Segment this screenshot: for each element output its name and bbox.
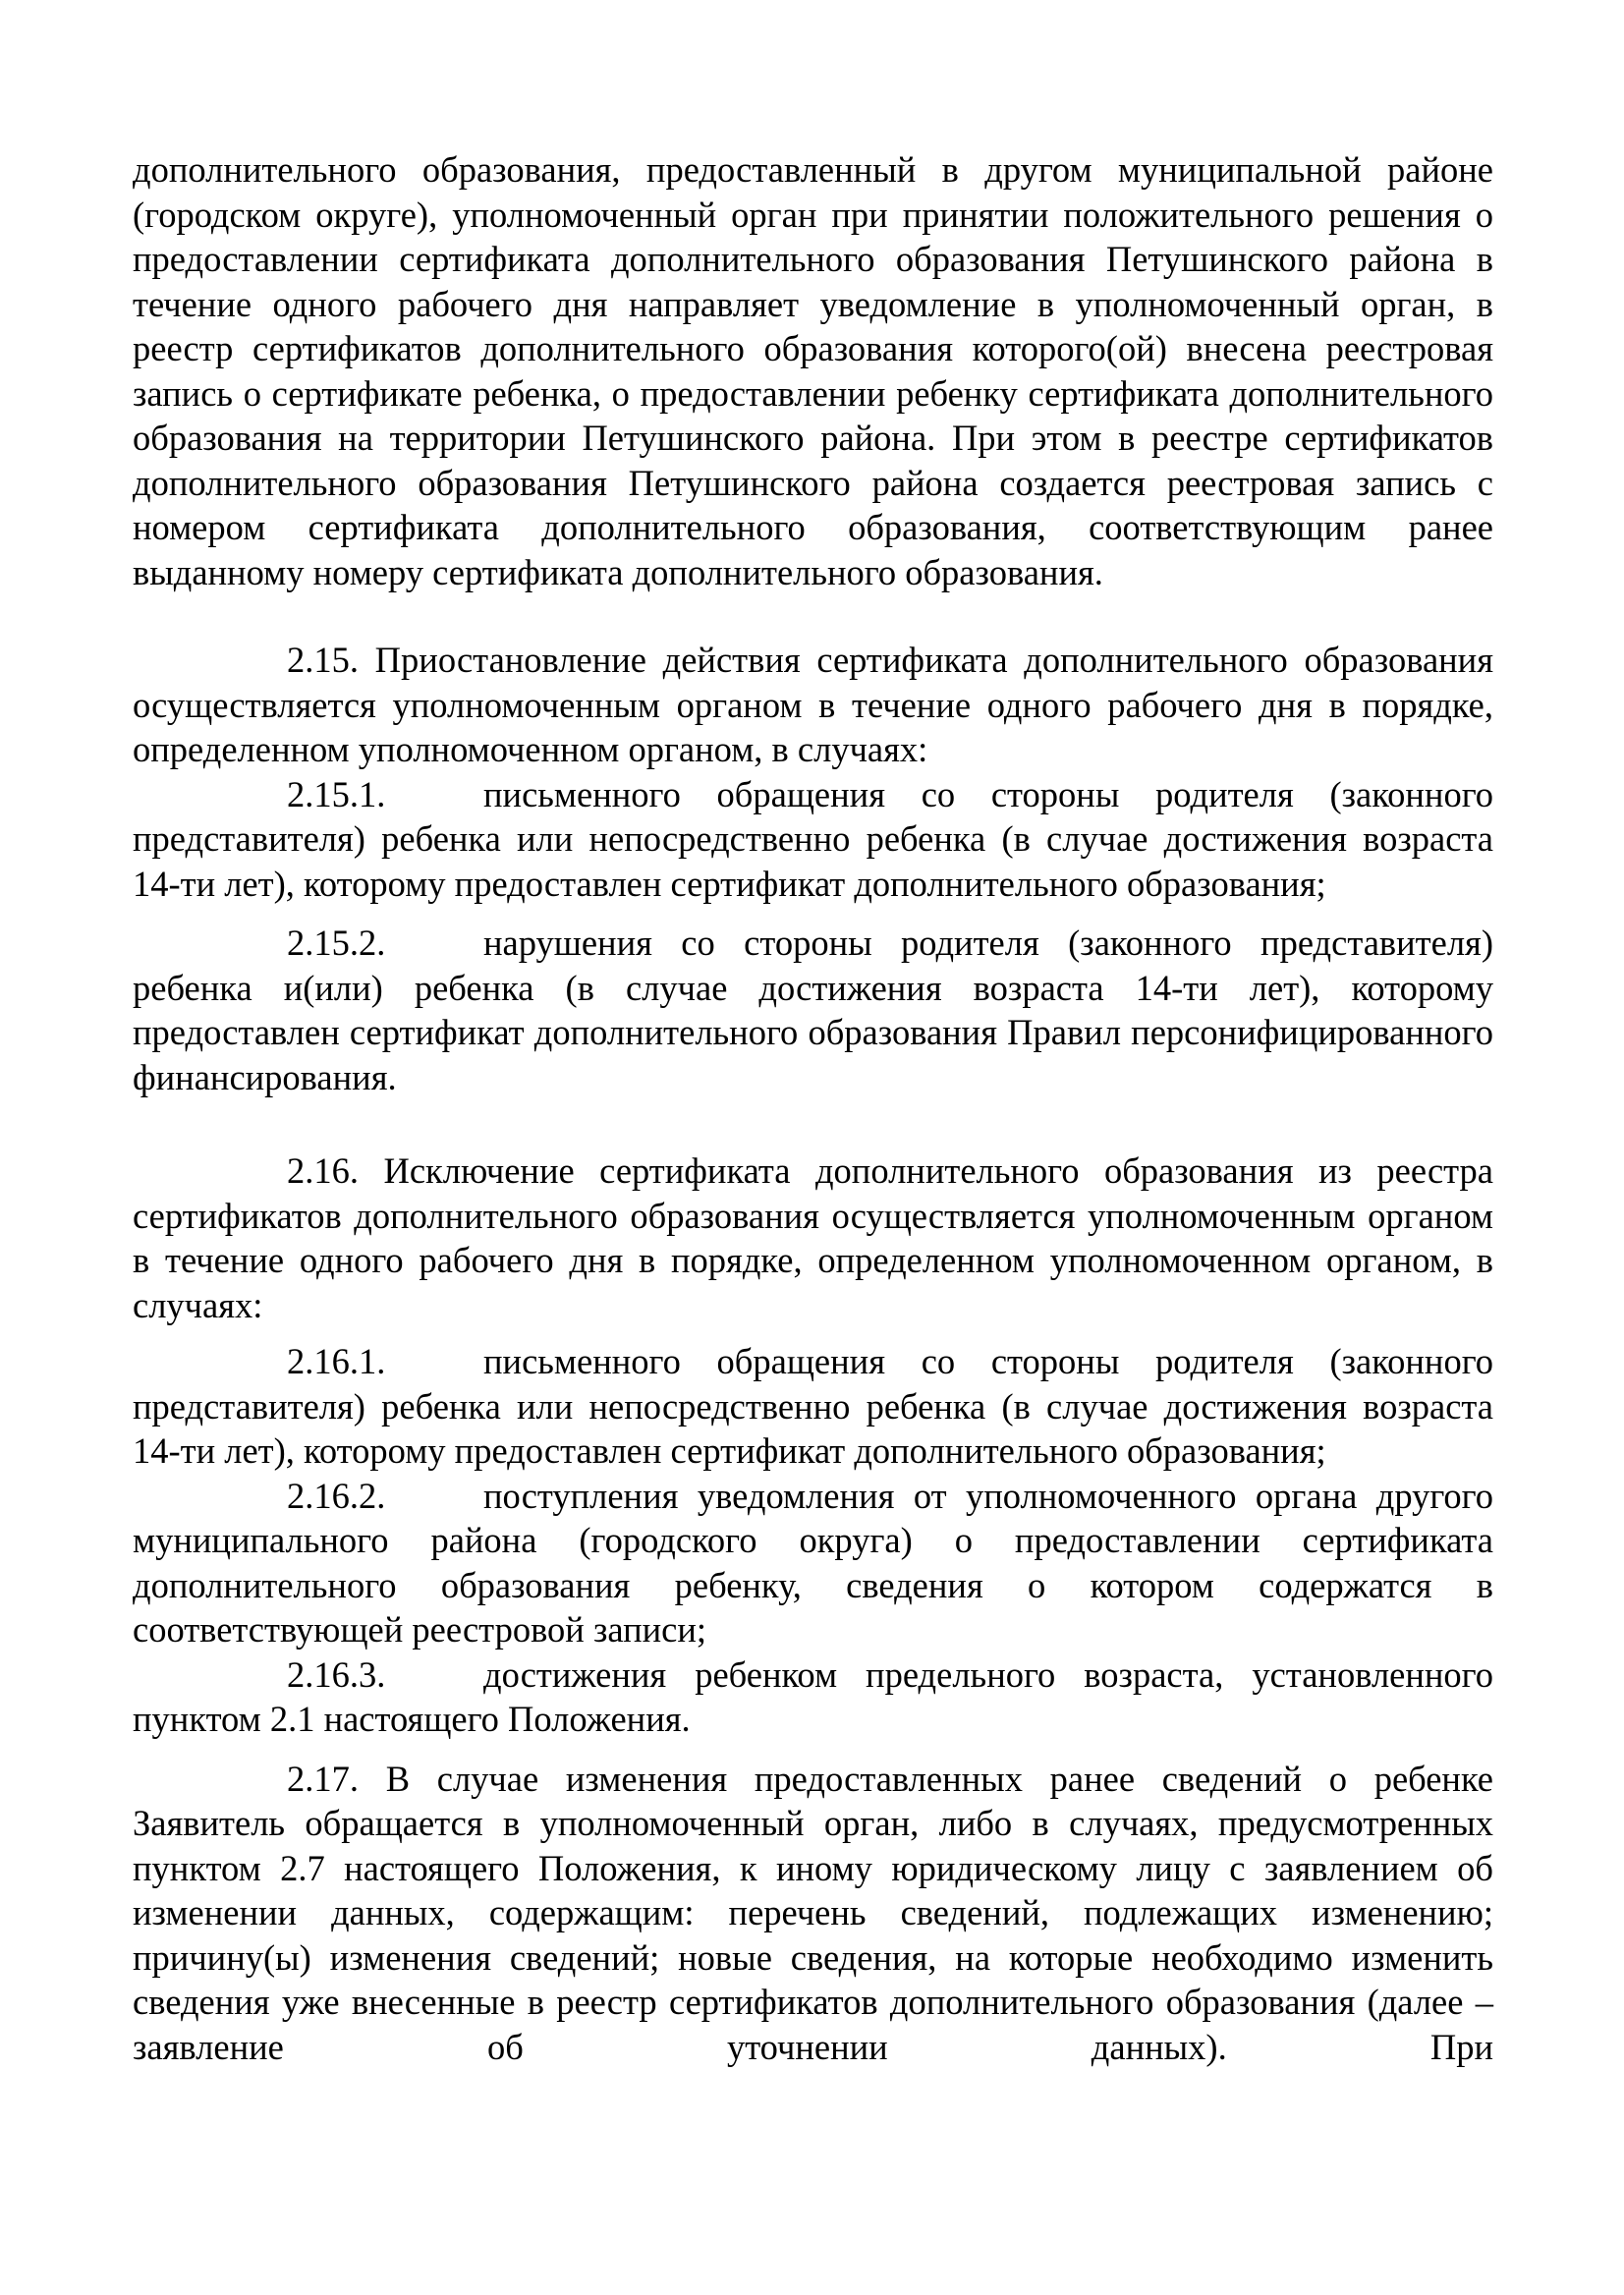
paragraph-2-17 bbox=[133, 1757, 1493, 2070]
paragraph-2-15 bbox=[133, 638, 1493, 772]
paragraph-2-16 bbox=[133, 1148, 1493, 1327]
paragraph-text: нарушения со стороны родителя (законного представителя) ребенка и(или) ребенка (в случае достижения возраста 14-ти лет), которому предоставлен сертификат дополнительного образования Правил персонифицированного финансирования. bbox=[133, 923, 1493, 1097]
paragraph-text: письменного обращения со стороны родителя (законного представителя) ребенка или непосредственно ребенка (в случае достижения возраста 14-ти лет), которому предоставлен сертификат дополнительного образования; bbox=[133, 773, 1493, 904]
paragraph-number: 2.15.2. bbox=[287, 923, 386, 963]
paragraph-2-15-1 bbox=[133, 772, 1493, 907]
paragraph-text: достижения ребенком предельного возраста, установленного пунктом 2.1 настоящего Положения. bbox=[133, 1653, 1493, 1739]
paragraph-text: Исключение сертификата дополнительного образования из реестра сертификатов дополнительного образования осуществляется уполномоченным органом в течение одного рабочего дня в порядке, определенном уполномоченном органом, в случаях: bbox=[133, 1150, 1493, 1325]
paragraph-number: 2.15.1. bbox=[287, 773, 386, 814]
paragraph-number: 2.16. bbox=[287, 1150, 359, 1191]
paragraph-2-16-2 bbox=[133, 1474, 1493, 1652]
paragraph-number: 2.16.2. bbox=[287, 1475, 386, 1516]
paragraph-2-15-2 bbox=[133, 921, 1493, 1099]
paragraph-continuation bbox=[133, 147, 1493, 594]
paragraph-2-16-3 bbox=[133, 1652, 1493, 1742]
paragraph-2-16-1 bbox=[133, 1339, 1493, 1474]
paragraph-number: 2.16.1. bbox=[287, 1341, 386, 1381]
paragraph-number: 2.15. bbox=[287, 640, 359, 680]
paragraph-text: письменного обращения со стороны родителя (законного представителя) ребенка или непосредственно ребенка (в случае достижения возраста 14-ти лет), которому предоставлен сертификат дополнительного образования; bbox=[133, 1341, 1493, 1471]
paragraph-text: В случае изменения предоставленных ранее сведений о ребенке Заявитель обращается в уполномоченный орган, либо в случаях, предусмотренных пунктом 2.7 настоящего Положения, к иному юридическому лицу с заявлением об изменении данных, содержащим: перечень сведений, подлежащих изменению; причину(ы) изменения сведений; новые сведения, на которые необходимо изменить сведения уже внесенные в реестр сертификатов дополнительного образования (далее – заявление об уточнении данных). При bbox=[133, 1758, 1493, 2067]
paragraph-number: 2.17. bbox=[287, 1758, 359, 1799]
paragraph-text: поступления уведомления от уполномоченного органа другого муниципального района (городского округа) о предоставлении сертификата дополнительного образования ребенку, сведения о котором содержатся в соответствующей реестровой записи; bbox=[133, 1475, 1493, 1650]
paragraph-text: Приостановление действия сертификата дополнительного образования осуществляется уполномоченным органом в течение одного рабочего дня в порядке, определенном уполномоченном органом, в случаях: bbox=[133, 640, 1493, 769]
paragraph-text: дополнительного образования, предоставленный в другом муниципальной районе (городском округе), уполномоченный орган при принятии положительного решения о предоставлении сертификата дополнительного образования Петушинского района в течение одного рабочего дня направляет уведомление в уполномоченный орган, в реестр сертификатов дополнительного образования которого(ой) внесена реестровая запись о сертификате ребенка, о предоставлении ребенку сертификата дополнительного образования на территории Петушинского района. При этом в реестре сертификатов дополнительного образования Петушинского района создается реестровая запись с номером сертификата дополнительного образования, соответствующим ранее выданному номеру сертификата дополнительного образования. bbox=[133, 149, 1493, 592]
paragraph-number: 2.16.3. bbox=[287, 1653, 386, 1695]
